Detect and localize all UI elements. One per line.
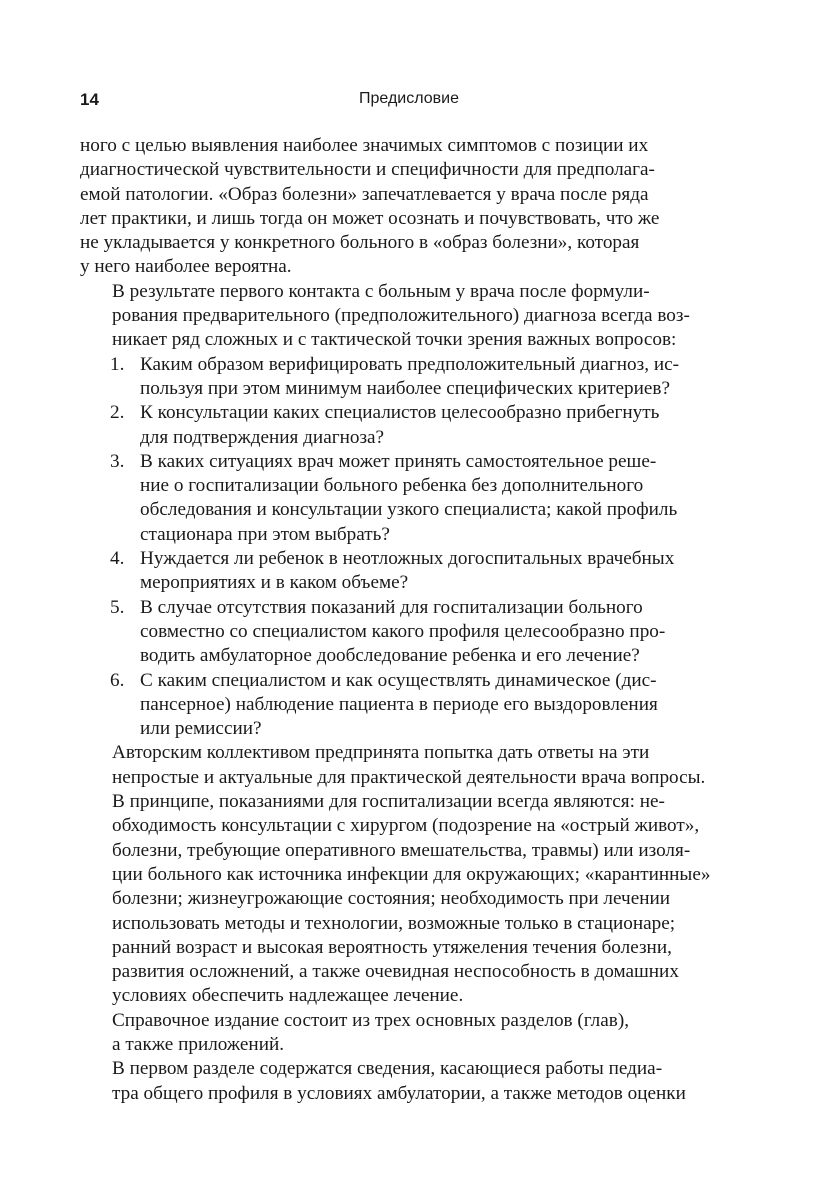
paragraph-6: [80, 1057, 738, 1106]
text-line: или ремиссии?: [140, 718, 262, 740]
text-line: ного с целью выявления наиболее значимых симптомов с позиции их: [80, 135, 649, 156]
list-item-number: 5.: [110, 596, 125, 618]
list-item-number: 2.: [110, 402, 125, 424]
text-line: В случае отсутствия показаний для госпитализации больного: [140, 596, 643, 618]
text-line: В принципе, показаниями для госпитализации всегда являются: не-: [112, 791, 665, 813]
text-line: Справочное издание состоит из трех основных разделов (глав),: [112, 1009, 630, 1031]
list-item: [80, 353, 738, 402]
text-line: ние о госпитализации больного ребенка без дополнительного: [140, 475, 644, 497]
text-line: Каким образом верифицировать предположительный диагноз, ис-: [140, 353, 679, 375]
text-line: не укладывается у конкретного больного в «образ болезни», которая: [80, 232, 640, 254]
text-line: совместно со специалистом какого профиля целесообразно про-: [140, 620, 666, 642]
text-line: развития осложнений, а также очевидная неспособность в домашних: [112, 961, 679, 983]
list-item: [80, 547, 738, 596]
text-line: мероприятиях и в каком объеме?: [140, 572, 409, 594]
text-line: никает ряд сложных и с тактической точки зрения важных вопросов:: [112, 329, 677, 351]
text-line: обходимость консультации с хирургом (подозрение на «острый живот»,: [112, 815, 700, 837]
list-item: [80, 401, 738, 450]
page-number: 14: [80, 90, 99, 109]
text-line: болезни, требующие оперативного вмешательства, травмы) или изоля-: [112, 839, 691, 861]
paragraph-4: [80, 790, 738, 1009]
text-line: ции больного как источника инфекции для окружающих; «карантинные»: [112, 863, 711, 885]
list-item-number: 1.: [110, 353, 125, 375]
list-item: [80, 669, 738, 742]
text-line: обследования и консультации узкого специалиста; какой профиль: [140, 499, 678, 521]
list-item-number: 6.: [110, 669, 125, 691]
list-item: [80, 450, 738, 547]
text-line: емой патологии. «Образ болезни» запечатлевается у врача после ряда: [80, 183, 649, 205]
questions-list: [80, 353, 738, 742]
text-line: К консультации каких специалистов целесообразно прибегнуть: [140, 402, 660, 424]
text-line: непростые и актуальные для практической деятельности врача вопросы.: [112, 766, 706, 788]
text-line: лет практики, и лишь тогда он может осознать и почувствовать, что же: [80, 207, 660, 229]
list-item-number: 3.: [110, 450, 125, 472]
list-item-number: 4.: [110, 548, 125, 570]
text-line: для подтверждения диагноза?: [140, 426, 385, 448]
text-line: болезни; жизнеугрожающие состояния; необходимость при лечении: [112, 888, 671, 910]
paragraph-2: [80, 280, 738, 353]
text-line: рования предварительного (предположительного) диагноза всегда воз-: [112, 305, 690, 327]
text-line: у него наиболее вероятна.: [80, 256, 292, 278]
text-line: ранний возраст и высокая вероятность утяжеления течения болезни,: [112, 936, 672, 958]
text-line: водить амбулаторное дообследование ребенка и его лечение?: [140, 645, 640, 667]
text-line: Нуждается ли ребенок в неотложных догоспитальных врачебных: [140, 548, 675, 570]
text-line: пользуя при этом минимум наиболее специфических критериев?: [140, 377, 670, 399]
text-line: В результате первого контакта с больным у врача после формули-: [112, 280, 650, 302]
text-line: В первом разделе содержатся сведения, касающиеся работы педиа-: [112, 1058, 663, 1080]
text-line: В каких ситуациях врач может принять самостоятельное реше-: [140, 450, 657, 472]
text-line: стационара при этом выбрать?: [140, 523, 390, 545]
text-line: тра общего профиля в условиях амбулатории, а также методов оценки: [112, 1082, 686, 1104]
text-line: С каким специалистом и как осуществлять динамическое (дис-: [140, 669, 657, 691]
body-text: [80, 134, 738, 1106]
paragraph-1: [80, 134, 738, 280]
text-line: использовать методы и технологии, возможные только в стационаре;: [112, 912, 676, 934]
text-line: Авторским коллективом предпринята попытка дать ответы на эти: [112, 742, 650, 764]
page-header: [80, 90, 738, 114]
paragraph-3: [80, 741, 738, 790]
text-line: пансерное) наблюдение пациента в периоде его выздоровления: [140, 693, 658, 715]
text-line: диагностической чувствительности и специфичности для предполага-: [80, 159, 655, 181]
running-title: Предисловие: [359, 90, 459, 107]
list-item: [80, 596, 738, 669]
text-line: а также приложений.: [112, 1033, 285, 1055]
text-line: условиях обеспечить надлежащее лечение.: [112, 985, 464, 1007]
paragraph-5: [80, 1009, 738, 1058]
